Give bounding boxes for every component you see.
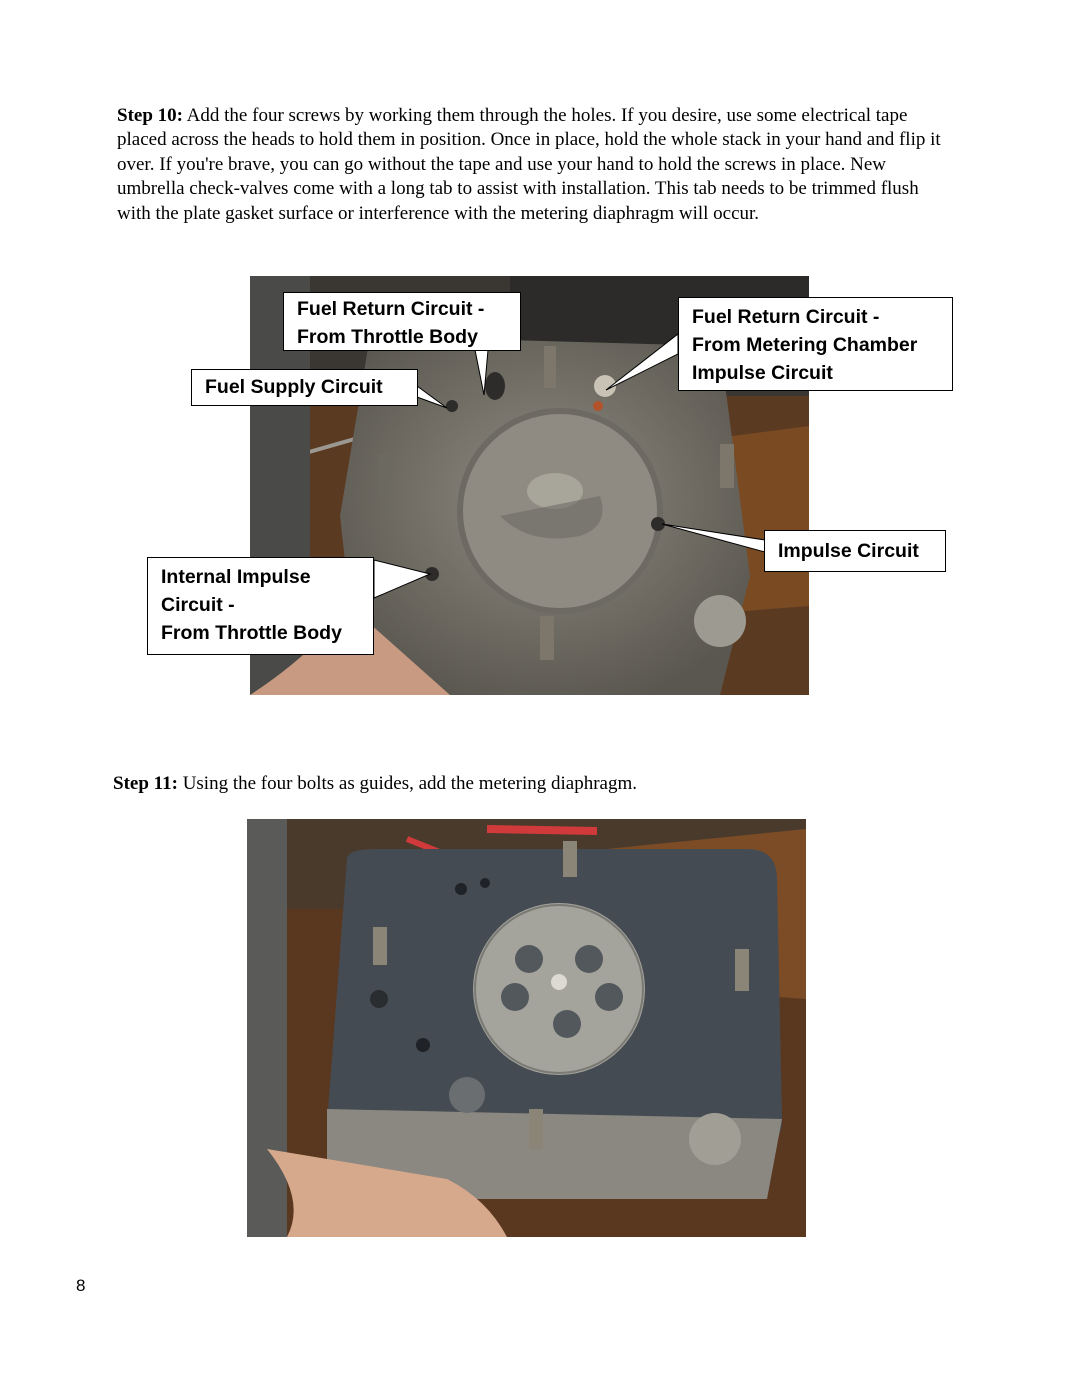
page-number: 8 [76,1276,86,1295]
carburetor-photo-step-11 [247,819,806,1237]
step-11-label: Step 11: [113,773,178,794]
step-10-paragraph [117,104,947,226]
callout-internal-impulse-circuit: Internal Impulse Circuit - From Throttle Body [147,557,374,655]
step-11-paragraph [113,772,943,796]
step-10-text: Add the four screws by working them through the holes. If you desire, use some electrical tape placed across the heads to hold them in position. Once in place, hold the whole stack in your hand and flip it over. If you're brave, you can go without the tape and use your hand to hold the screws in place. New umbrella check-valves come with a long tab to assist with installation. This tab needs to be trimmed flush with the plate gasket surface or interference with the metering diaphragm will occur. [117,105,941,224]
callout-fuel-return-metering-chamber: Fuel Return Circuit - From Metering Chamber Impulse Circuit [678,297,953,391]
step-11-text: Using the four bolts as guides, add the metering diaphragm. [177,773,638,794]
callout-fuel-return-throttle-body: Fuel Return Circuit - From Throttle Body [283,292,521,351]
callout-impulse-circuit: Impulse Circuit [764,530,946,572]
step-10-label: Step 10: [117,105,183,126]
callout-fuel-supply-circuit: Fuel Supply Circuit [191,369,418,406]
